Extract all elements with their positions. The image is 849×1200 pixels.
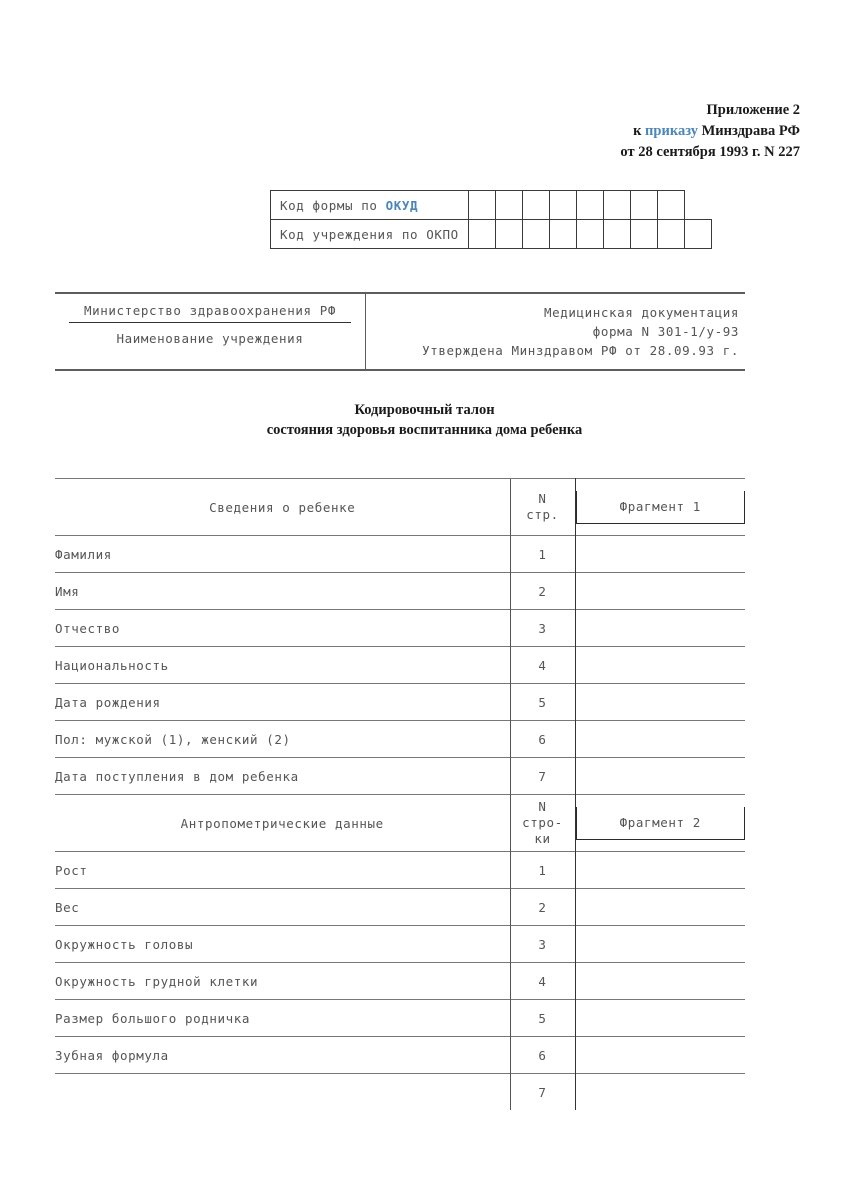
ministry-name: Министерство здравоохранения РФ (69, 303, 351, 323)
row-label: Пол: мужской (1), женский (2) (55, 721, 510, 758)
okpo-cell-8[interactable] (657, 220, 684, 249)
row-label: Окружность головы (55, 926, 510, 963)
row-label: Окружность грудной клетки (55, 963, 510, 1000)
row-label: Отчество (55, 610, 510, 647)
row-label: Рост (55, 852, 510, 889)
section1-header-label: Сведения о ребенке (55, 479, 510, 536)
okud-label (271, 191, 469, 220)
section2-num-line3: ки (534, 831, 551, 846)
section2-header-row (55, 795, 745, 852)
table-row (55, 758, 745, 795)
row-number: 2 (510, 889, 575, 926)
institution-block (55, 292, 745, 371)
table-row (55, 573, 745, 610)
row-number: 3 (510, 610, 575, 647)
okpo-label: Код учреждения по ОКПО (271, 220, 469, 249)
table-row (55, 852, 745, 889)
order-prefix: к (633, 123, 646, 139)
section1-header-row (55, 479, 745, 536)
form-number-label: форма N 301-1/у-93 (592, 324, 739, 339)
row-label (55, 1074, 510, 1111)
okud-cell-7[interactable] (630, 191, 657, 220)
table-row (55, 647, 745, 684)
row-fragment-input[interactable] (575, 963, 745, 1000)
row-number: 1 (510, 536, 575, 573)
approval-label: Утверждена Минздравом РФ от 28.09.93 г. (422, 343, 739, 358)
medical-documentation-label: Медицинская документация (543, 305, 739, 320)
row-number: 7 (510, 758, 575, 795)
row-fragment-input[interactable] (575, 1074, 745, 1111)
okud-link[interactable]: ОКУД (385, 197, 419, 213)
row-fragment-input[interactable] (575, 721, 745, 758)
document-title (0, 400, 849, 440)
section2-num-line1: N (538, 799, 547, 814)
table-row (55, 721, 745, 758)
row-number: 7 (510, 1074, 575, 1111)
order-reference-line (0, 121, 800, 142)
document-reference-header (0, 100, 800, 163)
okpo-cell-4[interactable] (549, 220, 576, 249)
okud-cell-1[interactable] (468, 191, 495, 220)
row-label: Размер большого родничка (55, 1000, 510, 1037)
title-line-1: Кодировочный талон (354, 402, 495, 418)
okud-cell-4[interactable] (549, 191, 576, 220)
row-number: 4 (510, 963, 575, 1000)
section2-header-label: Антропометрические данные (55, 795, 510, 852)
title-line-2: состояния здоровья воспитанника дома ребенка (266, 422, 583, 438)
row-fragment-input[interactable] (575, 1000, 745, 1037)
row-number: 3 (510, 926, 575, 963)
code-table (270, 190, 712, 249)
section2-num-line2: стро- (522, 815, 563, 830)
row-number: 4 (510, 647, 575, 684)
row-label: Дата поступления в дом ребенка (55, 758, 510, 795)
okud-cell-2[interactable] (495, 191, 522, 220)
table-row (55, 1074, 745, 1111)
okpo-cell-3[interactable] (522, 220, 549, 249)
table-row (55, 963, 745, 1000)
row-fragment-input[interactable] (575, 758, 745, 795)
section1-num-line1: N (538, 491, 547, 506)
table-row (55, 1037, 745, 1074)
row-label: Зубная формула (55, 1037, 510, 1074)
row-fragment-input[interactable] (575, 536, 745, 573)
okud-cell-5[interactable] (576, 191, 603, 220)
institution-name-caption: Наименование учреждения (116, 331, 304, 346)
row-label: Национальность (55, 647, 510, 684)
coding-form-table (55, 478, 745, 1110)
code-row-okpo (271, 220, 712, 249)
table-row (55, 610, 745, 647)
table-row (55, 1000, 745, 1037)
fragment-1-box: Фрагмент 1 (576, 491, 746, 524)
okud-label-prefix: Код формы по (280, 197, 386, 213)
row-fragment-input[interactable] (575, 926, 745, 963)
row-fragment-input[interactable] (575, 889, 745, 926)
okud-spacer (684, 191, 711, 220)
row-fragment-input[interactable] (575, 647, 745, 684)
institution-left-cell (55, 294, 366, 369)
section1-fragment-cell (575, 479, 745, 536)
row-fragment-input[interactable] (575, 684, 745, 721)
row-number: 5 (510, 1000, 575, 1037)
okpo-cell-5[interactable] (576, 220, 603, 249)
okpo-cell-1[interactable] (468, 220, 495, 249)
okud-cell-8[interactable] (657, 191, 684, 220)
row-fragment-input[interactable] (575, 1037, 745, 1074)
row-number: 2 (510, 573, 575, 610)
row-fragment-input[interactable] (575, 610, 745, 647)
row-fragment-input[interactable] (575, 852, 745, 889)
row-number: 6 (510, 721, 575, 758)
okpo-cell-9[interactable] (684, 220, 711, 249)
section1-num-line2: стр. (526, 507, 559, 522)
table-row (55, 684, 745, 721)
row-number: 6 (510, 1037, 575, 1074)
section2-header-number-col (510, 795, 575, 852)
order-date-line: от 28 сентября 1993 г. N 227 (620, 144, 800, 160)
okud-cell-3[interactable] (522, 191, 549, 220)
row-label: Вес (55, 889, 510, 926)
row-fragment-input[interactable] (575, 573, 745, 610)
section2-fragment-cell (575, 795, 745, 852)
section1-header-number-col (510, 479, 575, 536)
order-suffix: Минздрава РФ (697, 123, 800, 139)
table-row (55, 536, 745, 573)
okud-cell-6[interactable] (603, 191, 630, 220)
institution-right-cell (366, 294, 745, 369)
okpo-cell-2[interactable] (495, 220, 522, 249)
row-number: 1 (510, 852, 575, 889)
row-label: Имя (55, 573, 510, 610)
order-link[interactable]: приказу (645, 123, 698, 139)
okpo-cell-6[interactable] (603, 220, 630, 249)
table-row (55, 889, 745, 926)
row-label: Фамилия (55, 536, 510, 573)
okpo-cell-7[interactable] (630, 220, 657, 249)
table-row (55, 926, 745, 963)
appendix-number: Приложение 2 (706, 102, 800, 118)
code-row-okud (271, 191, 712, 220)
fragment-2-box: Фрагмент 2 (576, 807, 746, 840)
row-label: Дата рождения (55, 684, 510, 721)
row-number: 5 (510, 684, 575, 721)
